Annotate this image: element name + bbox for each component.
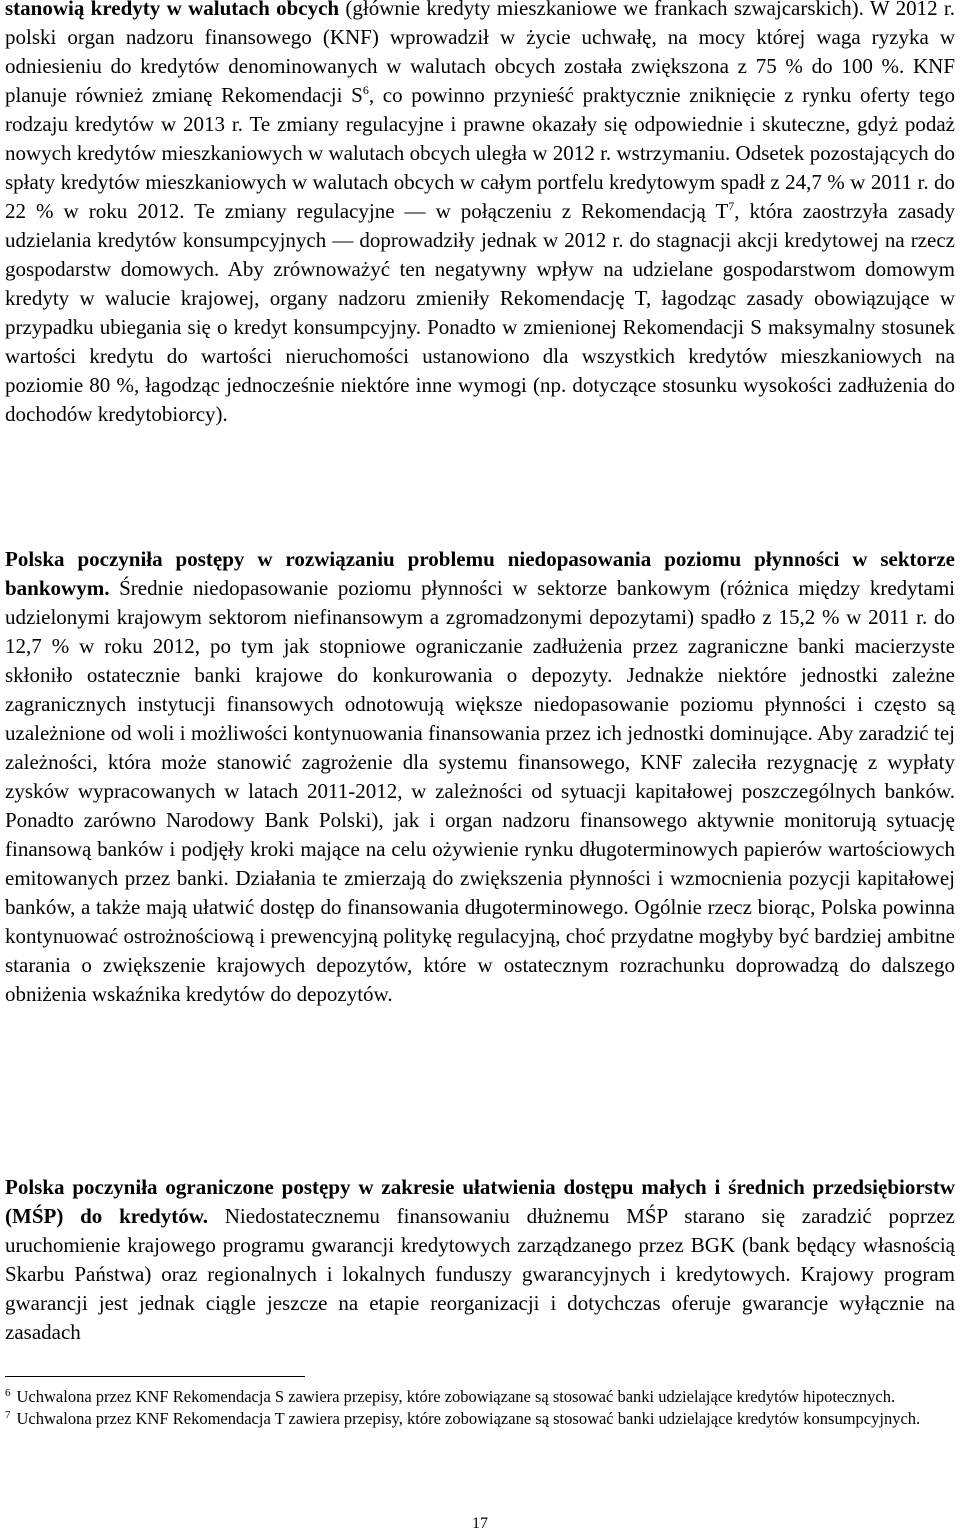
footnote-separator (5, 1376, 305, 1377)
page-number: 17 (472, 1515, 488, 1532)
footnote-number: 7 (5, 1408, 11, 1421)
paragraph-text: , która zaostrzyła zasady udzielania kredytów konsumpcyjnych — doprowadziły jednak w 2012 r. do stagnacji akcji kredytowej na rzecz gospodarstw domowych. Aby zrównoważyć ten negatywny wpływ na udzielane gospodarstwom domowym kredyty w walucie krajowej, organy nadzoru zmieniły Rekomendację T, łagodząc zasady obowiązujące w przypadku ubiegania się o kredyt konsumpcyjny. Ponadto w zmienionej Rekomendacji S maksymalny stosunek wartości kredytu do wartości nieruchomości ustanowiono dla wszystkich kredytów mieszkaniowych na poziomie 80 %, łagodząc jednocześnie niektóre inne wymogi (np. dotyczące stosunku wysokości zadłużenia do dochodów kredytobiorcy). (5, 199, 955, 426)
paragraph-text: Niedostatecznemu finansowaniu dłużnemu MŚP starano się zaradzić poprzez uruchomienie krajowego programu gwarancji kredytowych zarządzanego przez BGK (bank będący własnością Skarbu Państwa) oraz regionalnych i lokalnych funduszy gwarancyjnych i kredytowych. Krajowy program gwarancji jest jednak ciągle jeszcze na etapie reorganizacji i dotychczas oferuje gwarancje wyłącznie na zasadach (5, 1204, 955, 1344)
footnote-ref: 7 (728, 199, 735, 213)
paragraph-foreign-currency-loans (5, 0, 955, 429)
paragraph-bold-lead: Polska poczyniła ograniczone postępy w zakresie ułatwienia dostępu małych i średnich przedsiębiorstw (MŚP) do kredytów. (5, 1175, 955, 1228)
paragraph-bold-lead: Polska poczyniła postępy w rozwiązaniu problemu niedopasowania poziomu płynności w sektorze bankowym. (5, 547, 955, 600)
paragraph-bold-lead: stanowią kredyty w walutach obcych (5, 0, 340, 20)
paragraph-text: , co powinno przynieść praktycznie zniknięcie z rynku oferty tego rodzaju kredytów w 2013 r. Te zmiany regulacyjne i prawne okazały się odpowiednie i skuteczne, gdyż podaż nowych kredytów mieszkaniowych w walutach obcych uległa w 2012 r. wstrzymaniu. Odsetek pozostających do spłaty kredytów mieszkaniowych w walutach obcych w całym portfelu kredytowym spadł z 24,7 % w 2011 r. do 22 % w roku 2012. Te zmiany regulacyjne — w połączeniu z Rekomendacją T (5, 83, 955, 223)
paragraph-sme-credit-access (5, 1173, 955, 1347)
footnotes (5, 1386, 955, 1430)
footnote-item (5, 1408, 955, 1430)
footnote-text: Uchwalona przez KNF Rekomendacja S zawiera przepisy, które zobowiązane są stosować banki udzielające kredytów hipotecznych. (16, 1387, 896, 1406)
footnote-text: Uchwalona przez KNF Rekomendacja T zawiera przepisy, które zobowiązane są stosować banki udzielające kredytów konsumpcyjnych. (16, 1409, 921, 1428)
footnote-ref: 6 (362, 83, 369, 97)
paragraph-text: Średnie niedopasowanie poziomu płynności w sektorze bankowym (różnica między kredytami udzielonymi krajowym sektorom niefinansowym a zgromadzonymi depozytami) spadło z 15,2 % w 2011 r. do 12,7 % w roku 2012, po tym jak stopniowe ograniczanie zadłużenia przez zagraniczne banki macierzyste skłoniło ostatecznie banki krajowe do konkurowania o depozyty. Jednakże niektóre jednostki zależne zagranicznych instytucji finansowych odnotowują większe niedopasowanie poziomu płynności i często są uzależnione od woli i możliwości kontynuowania finansowania przez ich jednostki dominujące. Aby zaradzić tej zależności, która może stanowić zagrożenie dla systemu finansowego, KNF zaleciła rezygnację z wypłaty zysków wypracowanych w latach 2011-2012, w zależności od sytuacji kapitałowej poszczególnych banków. Ponadto zarówno Narodowy Bank Polski), jak i organ nadzoru finansowego aktywnie monitorują sytuację finansową banków i podjęły kroki mające na celu ożywienie rynku długoterminowych papierów wartościowych emitowanych przez banki. Działania te zmierzają do zwiększenia płynności i wzmocnienia pozycji kapitałowej banków, a także mają ułatwić dostęp do finansowania długoterminowego. Ogólnie rzecz biorąc, Polska powinna kontynuować ostrożnościową i prewencyjną politykę regulacyjną, choć przydatne mogłyby być bardziej ambitne starania o zwiększenie krajowych depozytów, które w ostatecznym rozrachunku doprowadzą do dalszego obniżenia wskaźnika kredytów do depozytów. (5, 576, 955, 1006)
footnote-number: 6 (5, 1386, 11, 1399)
footnote-item (5, 1386, 955, 1408)
paragraph-text: (głównie kredyty mieszkaniowe we frankach szwajcarskich). W 2012 r. polski organ nadzoru finansowego (KNF) wprowadził w życie uchwałę, na mocy której waga ryzyka w odniesieniu do kredytów denominowanych w walutach obcych została zwiększona z 75 % do 100 %. KNF planuje również zmianę Rekomendacji S (5, 0, 956, 107)
paragraph-liquidity-mismatch (5, 545, 955, 1009)
